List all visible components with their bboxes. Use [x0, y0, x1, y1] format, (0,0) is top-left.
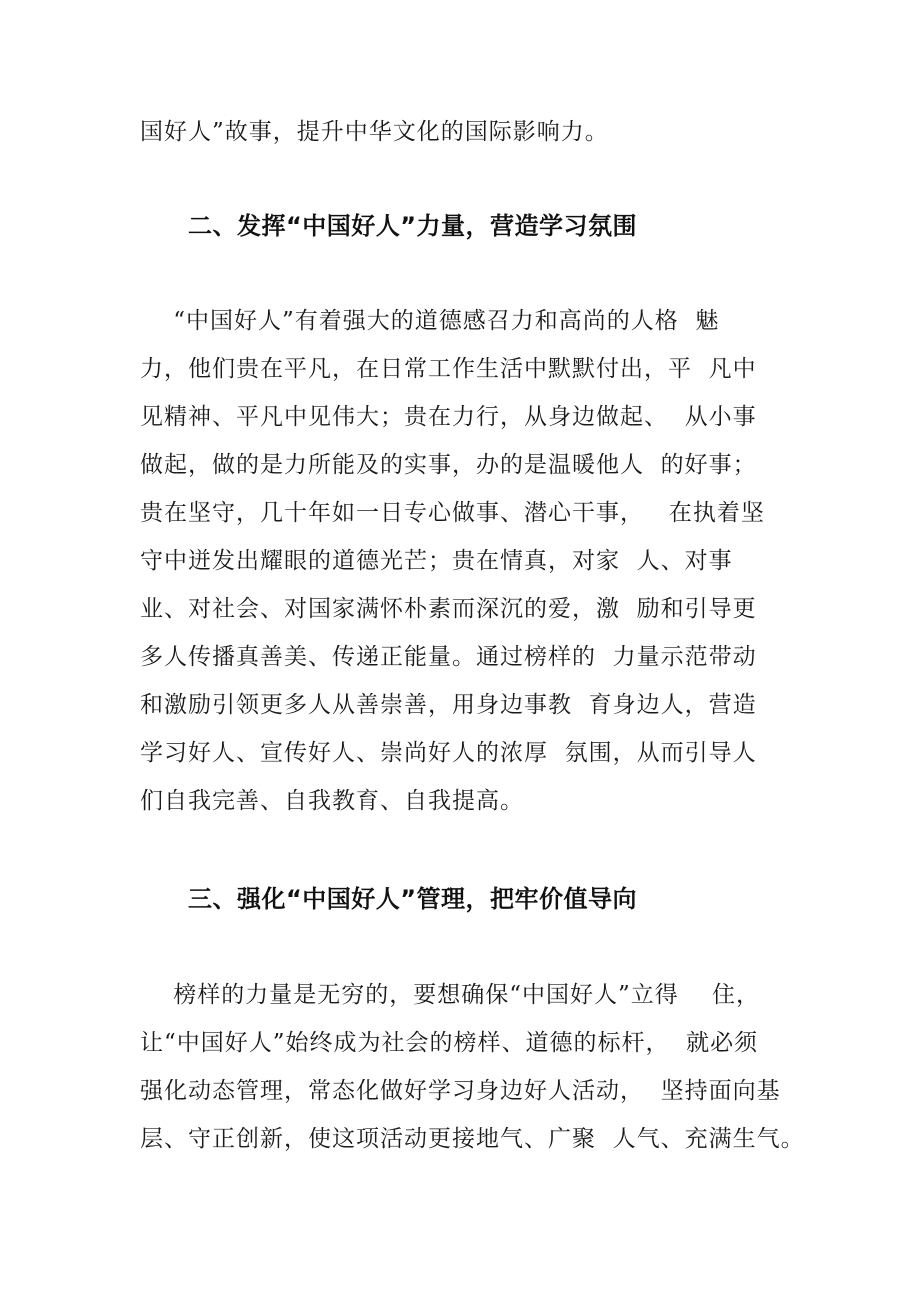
section3-line-3: 强化动态管理，常态化做好学习身边好人活动， 坚持面向基 [140, 1078, 781, 1104]
section2-line-10: 学习好人、宣传好人、崇尚好人的浓厚 氛围，从而引导人 [140, 740, 757, 766]
section2-line-9: 和激励引领更多人从善崇善，用身边事教 育身边人，营造 [140, 692, 757, 718]
section2-line-6: 守中迸发出耀眼的道德光芒；贵在情真，对家 人、对事 [140, 548, 733, 574]
section2-line-5: 贵在坚守，几十年如一日专心做事、潜心干事， 在执着坚 [140, 500, 765, 526]
section3-line-4: 层、守正创新，使这项活动更接地气、广聚 人气、充满生气。 [140, 1126, 805, 1152]
section3-line-2: 让“中国好人”始终成为社会的榜样、道德的标杆， 就必须 [140, 1030, 759, 1056]
section3-line-1: 榜样的力量是无穷的，要想确保“中国好人”立得 住， [140, 982, 761, 1008]
section2-line-7: 业、对社会、对国家满怀朴素而深沉的爱，激 励和引导更 [140, 596, 757, 622]
section2-line-11: 们自我完善、自我教育、自我提高。 [140, 788, 524, 814]
section2-line-1: “中国好人”有着强大的道德感召力和高尚的人格 魅 [140, 308, 720, 334]
intro-line: 国好人”故事，提升中华文化的国际影响力。 [140, 119, 609, 145]
section2-line-3: 见精神、平凡中见伟大；贵在力行，从身边做起、 从小事 [140, 404, 757, 430]
section2-line-2: 力，他们贵在平凡，在日常工作生活中默默付出，平 凡中 [140, 356, 757, 382]
section-heading-3: 三、强化“中国好人”管理，把牢价值导向 [188, 885, 638, 913]
section2-line-8: 多人传播真善美、传递正能量。通过榜样的 力量示范带动 [140, 644, 757, 670]
section-heading-2: 二、发挥“中国好人”力量，营造学习氛围 [188, 212, 638, 240]
section2-line-4: 做起，做的是力所能及的实事，办的是温暖他人 的好事； [140, 452, 757, 478]
